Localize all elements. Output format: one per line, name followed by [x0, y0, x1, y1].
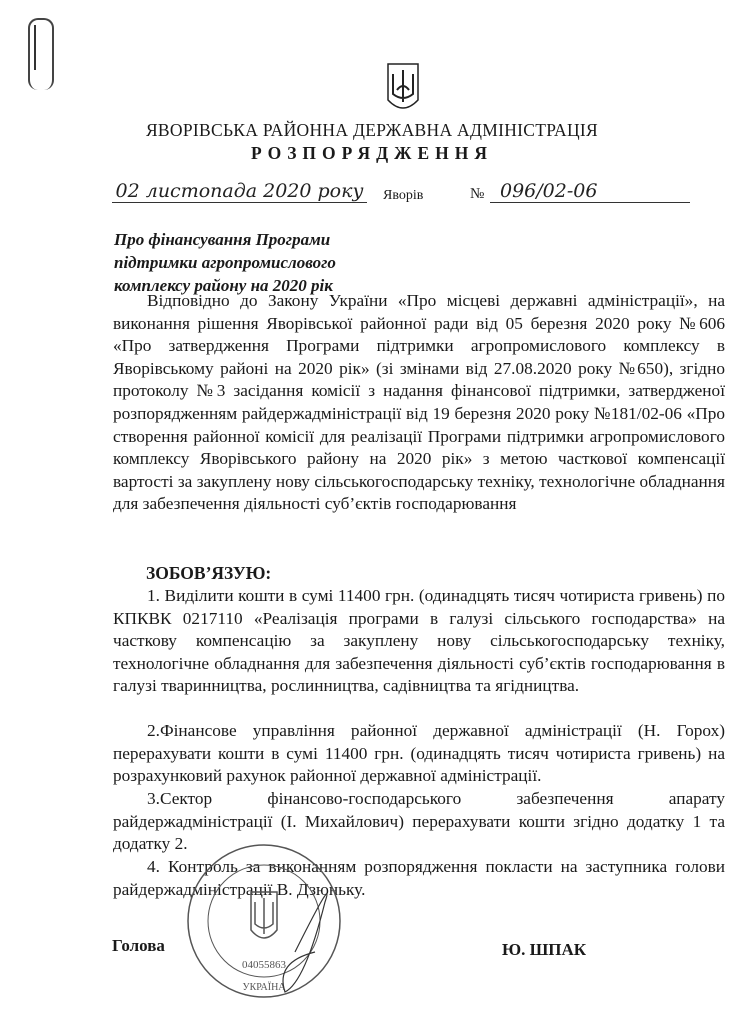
organization-name: ЯВОРІВСЬКА РАЙОННА ДЕРЖАВНА АДМІНІСТРАЦІЯ — [145, 120, 599, 140]
preamble-text: Відповідно до Закону України «Про місцеві державні адміністрації», на виконання рішення Яворівської районної ради від 05 березня 2020 року №606 «Про затвердження Програми підтримки агропромислового комплексу в Яворівському районі на 2020 рік» (зі змінами від 27.08.2020 року №650), згідно протоколу №3 засідання комісії з надання фінансової підтримки, затвердженої розпорядженням райдержадміністрації від 19 березня 2020 року №181/02-06 «Про створення районної комісії для реалізації Програми підтримки агропромислового комплексу Яворівського району на 2020 рік» з метою часткової компенсації вартості за закуплену нову сільськогосподарську техніку, технологічне обладнання для забезпечення діяльності суб’єктів господарювання — [113, 291, 725, 514]
item-text: 1. Виділити кошти в сумі 11400 грн. (одинадцять тисяч чотириста гривень) по КПКВК 0217110 «Реалізація програми в галузі сільського господарства» на часткову компенсацію за закуплену нову сільськогосподарську техніку, технологічне обладнання для забезпечення діяльності суб’єктів господарювання в галузі тваринництва, рослинництва, садівництва та ягідництва. — [113, 586, 725, 696]
document-city: Яворів — [383, 188, 424, 203]
official-stamp — [185, 842, 343, 1000]
item-text: 4. Контроль за виконанням розпорядження покласти на заступника голови райдержадміністрації В. Дзюньку. — [113, 857, 725, 899]
scan-mark — [34, 25, 36, 70]
heading-decree: ЗОБОВ’ЯЗУЮ: — [146, 563, 272, 583]
subject-line: підтримки агропромислового — [114, 253, 336, 272]
item-text: 3.Сектор фінансово-господарського забезпечення апарату райдержадміністрації (І. Михайлович) перерахувати кошти згідно додатку 1 та додатку 2. — [113, 789, 725, 854]
trident-emblem-icon — [386, 62, 420, 116]
handwritten-signature — [283, 894, 327, 992]
document-type: РОЗПОРЯДЖЕННЯ — [251, 143, 493, 163]
number-label: № — [470, 186, 485, 202]
subject-line: комплексу району на 2020 рік — [114, 276, 333, 295]
subject — [114, 228, 336, 297]
signatory-position: Голова — [112, 936, 165, 955]
subject-line: Про фінансування Програми — [114, 230, 331, 249]
item-1 — [113, 585, 725, 698]
document-date: 02 листопада 2020 року — [112, 180, 367, 203]
signatory-name: Ю. ШПАК — [502, 940, 587, 959]
document-number: 096/02-06 — [490, 180, 690, 203]
preamble — [113, 290, 725, 516]
item-text: 2.Фінансове управління районної державної адміністрації (Н. Горох) перерахувати кошти в сумі 11400 грн. (одинадцять тисяч чотириста гривень) на розрахунковий рахунок районної державної адміністрації. — [113, 721, 725, 786]
stamp-country: УКРАЇНА — [242, 982, 286, 993]
item-2 — [113, 720, 725, 788]
stamp-code: 04055863 — [242, 959, 286, 971]
paper-clip — [28, 18, 54, 90]
